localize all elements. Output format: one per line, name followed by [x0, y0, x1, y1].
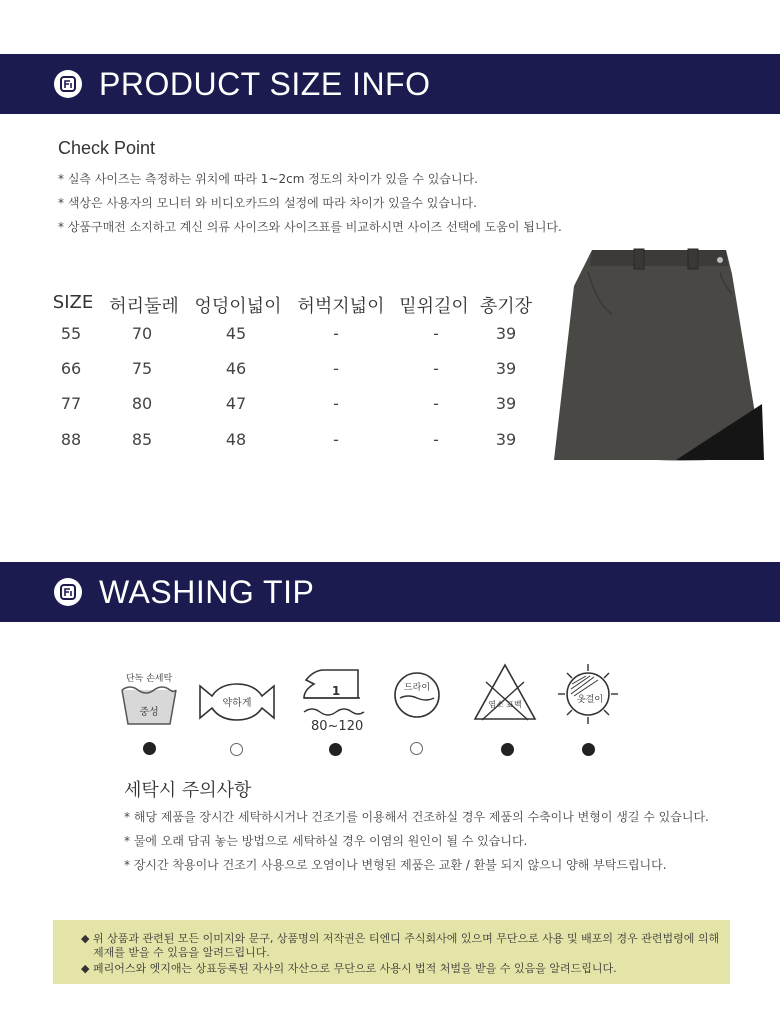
table-cell: - — [433, 359, 439, 378]
caution-note: * 해당 제품을 장시간 세탁하시거나 건조기를 이용해서 건조하실 경우 제품의 수축이나 변형이 생길 수 있습니다. — [124, 810, 709, 824]
iron-selected-dot — [329, 743, 342, 756]
table-cell: 45 — [225, 324, 247, 343]
table-cell: - — [333, 394, 339, 413]
dry-clean-label: 드라이 — [403, 683, 431, 693]
no-bleach-label: 염소 표백 — [488, 700, 522, 709]
hand-wash-selected-dot — [143, 742, 156, 755]
table-cell: - — [333, 324, 339, 343]
table-cell: - — [333, 359, 339, 378]
table-header: 밑위길이 — [399, 296, 469, 317]
gentle-wring-unselected-dot — [230, 743, 243, 756]
notice-line: ◆ 페리어스와 엣지애는 상표등록된 자사의 자산으로 무단으로 사용시 법적 처벌을 받을 수 있음을 알려드립니다. — [81, 962, 617, 975]
table-cell: - — [433, 394, 439, 413]
table-cell: 39 — [495, 394, 517, 413]
brand-logo-icon — [54, 578, 82, 606]
table-cell: 75 — [131, 359, 153, 378]
table-cell: 70 — [131, 324, 153, 343]
size-info-banner — [0, 54, 780, 114]
check-note: * 색상은 사용자의 모니터 와 비디오카드의 설정에 따라 차이가 있을수 있습니다. — [58, 196, 477, 210]
washing-tip-title: WASHING TIP — [99, 573, 315, 610]
table-cell: 39 — [495, 430, 517, 449]
table-cell: 88 — [60, 430, 82, 449]
table-cell: 39 — [495, 324, 517, 343]
notice-line: ◆ 위 상품과 관련된 모든 이미지와 문구, 상품명의 저작권은 티엔디 주식회사에 있으며 무단으로 사용 및 배포의 경우 관련법령에 의해 — [81, 932, 720, 945]
table-cell: - — [433, 430, 439, 449]
table-cell: 55 — [60, 324, 82, 343]
caution-note: * 물에 오래 담궈 놓는 방법으로 세탁하실 경우 이염의 원인이 될 수 있습니다. — [124, 834, 528, 848]
gentle-wring-label: 약하게 — [222, 698, 252, 709]
table-cell: 47 — [225, 394, 247, 413]
no-bleach-icon — [472, 662, 538, 726]
caution-note: * 장시간 착용이나 건조기 사용으로 오염이나 변형된 제품은 교환 / 환불 되지 않으니 양해 부탁드립니다. — [124, 858, 667, 872]
table-cell: 80 — [131, 394, 153, 413]
dry-clean-unselected-dot — [410, 742, 423, 755]
iron-level-label: 1 — [331, 684, 341, 698]
caution-title: 세탁시 주의사항 — [124, 780, 252, 801]
washing-tip-banner — [0, 562, 780, 622]
no-bleach-selected-dot — [501, 743, 514, 756]
iron-icon — [300, 668, 368, 724]
notice-line: 제재를 받을 수 있음을 알려드립니다. — [93, 946, 270, 959]
check-note: * 상품구매전 소지하고 계신 의류 사이즈와 사이즈표를 비교하시면 사이즈 선택에 도움이 됩니다. — [58, 220, 562, 234]
iron-temp-label: 80~120 — [311, 719, 364, 734]
shade-dry-selected-dot — [582, 743, 595, 756]
table-cell: 77 — [60, 394, 82, 413]
gentle-wring-icon — [198, 680, 276, 728]
size-info-title: PRODUCT SIZE INFO — [99, 65, 431, 102]
check-point-title: Check Point — [58, 138, 156, 158]
skirt-product-image — [548, 246, 766, 468]
shade-dry-icon — [556, 662, 620, 730]
hand-wash-top-label: 단독 손세탁 — [125, 674, 173, 684]
copyright-notice-box — [53, 920, 730, 984]
shade-dry-label: 옷걸이 — [576, 695, 604, 705]
table-cell: 66 — [60, 359, 82, 378]
table-header: 허벅지넓이 — [297, 296, 385, 317]
table-header: 총기장 — [479, 296, 533, 317]
check-note: * 실측 사이즈는 측정하는 위치에 따라 1~2cm 정도의 차이가 있을 수 있습니다. — [58, 172, 478, 186]
table-cell: 85 — [131, 430, 153, 449]
dry-clean-icon — [392, 670, 442, 724]
table-cell: - — [433, 324, 439, 343]
hand-wash-icon — [118, 670, 180, 730]
table-header: 엉덩이넓이 — [194, 296, 282, 317]
table-cell: 39 — [495, 359, 517, 378]
brand-logo-icon — [54, 70, 82, 98]
table-cell: - — [333, 430, 339, 449]
table-header: SIZE — [52, 292, 94, 313]
table-header: 허리둘레 — [109, 296, 179, 317]
table-cell: 48 — [225, 430, 247, 449]
table-cell: 46 — [225, 359, 247, 378]
hand-wash-inner-label: 중성 — [139, 707, 159, 718]
